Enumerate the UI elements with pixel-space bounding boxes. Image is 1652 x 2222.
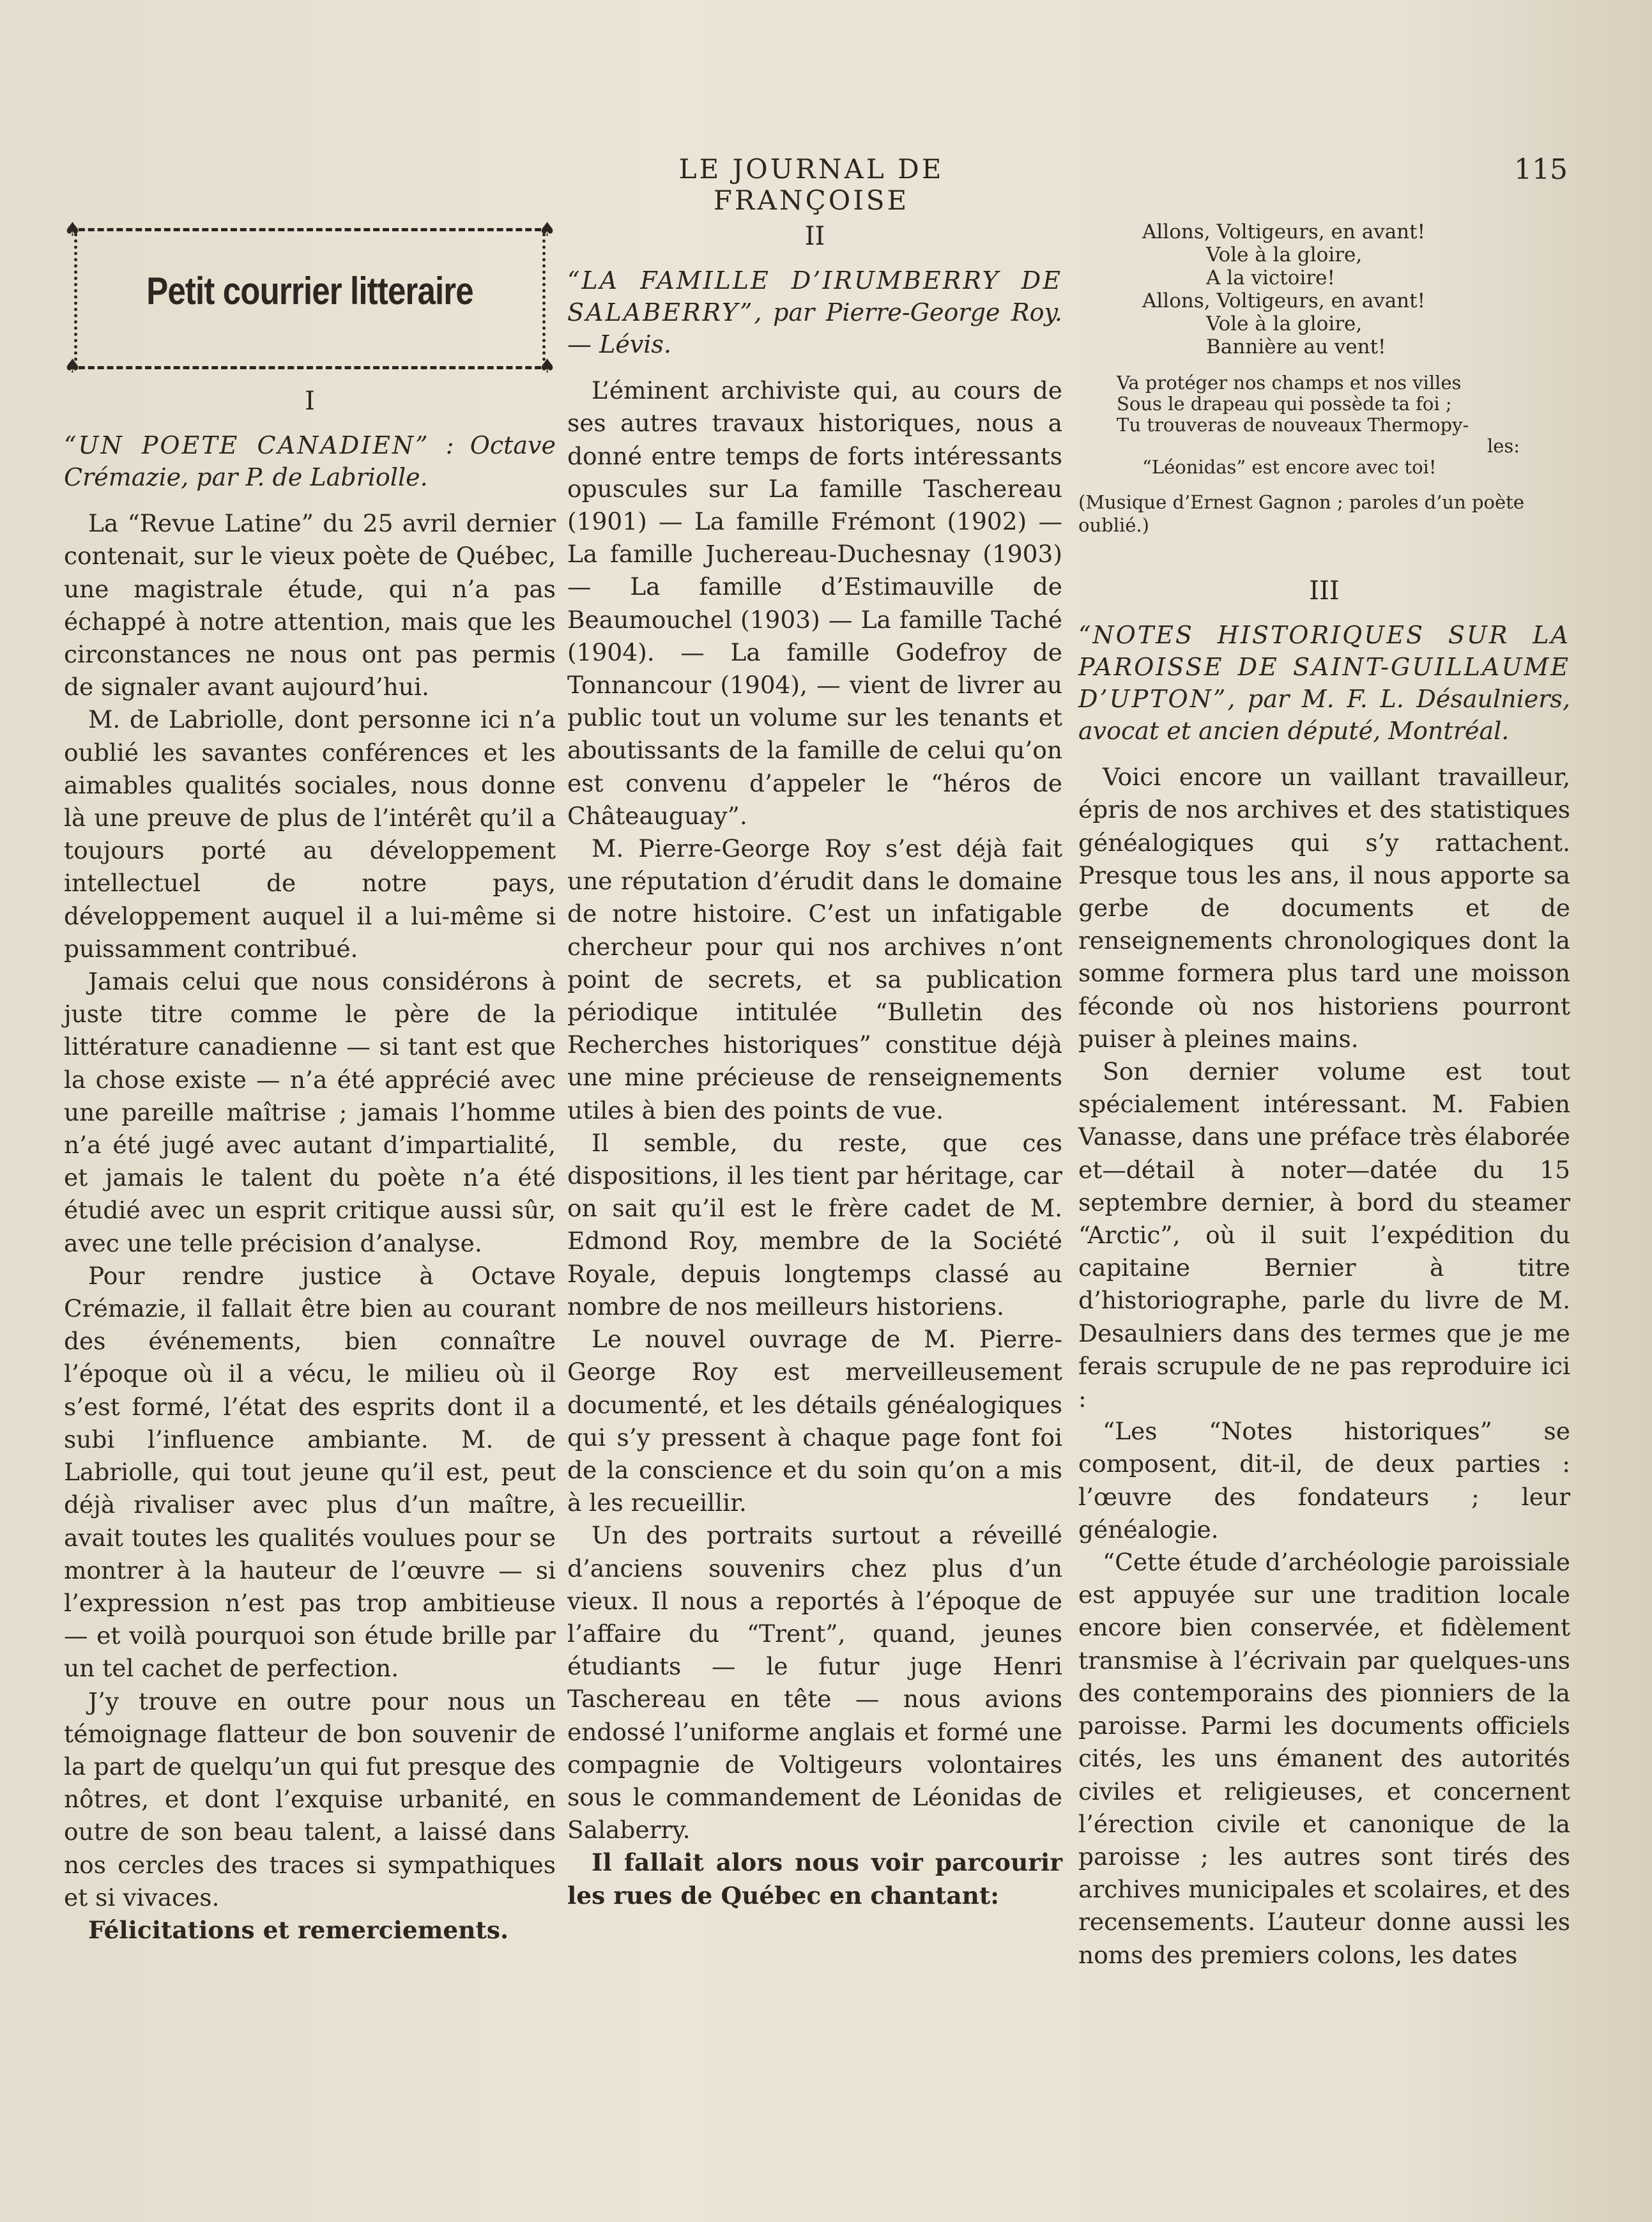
verse-line: Vole à la gloire, xyxy=(1206,243,1363,266)
paragraph: L’éminent archiviste qui, au cours de ses autres travaux historiques, nous a donné entre temps de forts intéressants opuscules sur La famille Taschereau (1901) — La famille Frémont (1902) — La famille Juchereau-Duchesnay (1903) — La famille d’Estimauville de Beaumouchel (1903) — La famille Taché (1904). — La famille Godefroy de Tonnancour (1904), — vient de livrer au public tout un volume sur les tenants et aboutissants de la famille de celui qu’on est convenu d’appeler le “héros de Châteauguay”. xyxy=(567,376,1062,830)
page-header xyxy=(0,153,1652,216)
article-title: “UN POETE CANADIEN” xyxy=(64,431,430,460)
ornament-side-right xyxy=(542,233,546,361)
article-subtitle xyxy=(64,429,556,493)
article-byline: , par Pierre-George Roy. — Lévis. xyxy=(567,298,1062,359)
paragraph: Il semble, du reste, que ces dispositions, il les tient par héritage, car on sait qu’il est le frère cadet de M. Edmond Roy, membre de la Société Royale, depuis longtemps classé au nombre de nos meilleurs historiens. xyxy=(567,1128,1062,1321)
paragraph: “Cette étude d’archéologie paroissiale est appuyée sur une tradition locale encore bien conservée, et fidèlement transmise à l’écrivain par quelques-uns des contemporains des pionniers de la paroisse. Parmi les documents officiels cités, les uns émanent des autorités civiles et religieuses, et concernent l’érection civile et canonique de la paroisse ; les autres sont tirés des archives municipales et scolaires, et des recensements. L’auteur donne aussi les noms des premiers colons, les dates xyxy=(1078,1548,1570,1969)
verse-line: “Léonidas” est encore avec toi! xyxy=(1142,456,1437,478)
verse-line: Bannière au vent! xyxy=(1206,335,1386,358)
paragraph: Jamais celui que nous considérons à juste titre comme le père de la littérature canadienne — si tant est que la chose existe — n’a été apprécié avec une pareille maîtrise ; jamais l’homme n’a été jugé avec autant d’impartialité, et jamais le talent du poète n’a été étudié avec un esprit critique aussi sûr, avec une telle précision d’analyse. xyxy=(64,967,556,1257)
paragraph: “Les “Notes historiques” se composent, dit-il, de deux parties : l’œuvre des fondateurs ; leur généalogie. xyxy=(1078,1417,1570,1544)
boxed-heading xyxy=(64,218,556,378)
paragraph: M. de Labriolle, dont personne ici n’a oublié les savantes conférences et les aimables qualités sociales, nous donne là une preuve de plus de l’intérêt qu’il a toujours porté au développement intellectuel de notre pays, développement auquel il a lui-même si puissamment contribué. xyxy=(64,705,556,963)
article-byline: : Octave Crémazie, par P. de Labriolle. xyxy=(64,431,556,492)
page-number: 115 xyxy=(1514,153,1568,186)
section-heading: Petit courrier litteraire xyxy=(146,270,473,312)
verse-line: Allons, Voltigeurs, en avant! xyxy=(1142,289,1426,312)
article-subtitle xyxy=(1078,619,1570,747)
column-2 xyxy=(567,220,1062,2105)
section-numeral: I xyxy=(305,387,315,416)
ornament-rule-bottom xyxy=(69,366,551,369)
verse-line: A la victoire! xyxy=(1206,266,1335,289)
paragraph: Son dernier volume est tout spécialement intéressant. M. Fabien Vanasse, dans une préface très élaborée et—détail à noter—datée du 15 septembre dernier, à bord du steamer “Arctic”, où il suit l’expédition du capitaine Bernier à titre d’historiographe, parle du livre de M. Desaulniers dans des termes que je me ferais scrupule de ne pas reproduire ici : xyxy=(1078,1057,1570,1413)
song-credit: (Musique d’Ernest Gagnon ; paroles d’un poète oublié.) xyxy=(1078,491,1524,536)
paragraph: Il fallait alors nous voir parcourir les rues de Québec en chantant: xyxy=(567,1848,1062,1910)
ornament-side-left xyxy=(74,233,77,361)
ornament-rule-top xyxy=(69,228,551,231)
verse-line: les: xyxy=(1487,435,1520,457)
verse-line: Va protéger nos champs et nos villes xyxy=(1117,372,1462,394)
verse-line: Vole à la gloire, xyxy=(1206,312,1363,335)
verse-line: Tu trouveras de nouveaux Thermopy- xyxy=(1117,414,1469,436)
section-numeral: III xyxy=(1309,576,1340,606)
song-verse-2 xyxy=(1078,372,1570,478)
verse-line: Allons, Voltigeurs, en avant! xyxy=(1142,220,1426,243)
paragraph: Le nouvel ouvrage de M. Pierre-George Roy est merveilleusement documenté, et les détails généalogiques qui s’y pressent à chaque page font foi de la conscience et du soin qu’on a mis à les recueillir. xyxy=(567,1325,1062,1517)
paragraph: J’y trouve en outre pour nous un témoignage flatteur de bon souvenir de la part de quelqu’un qui fut presque des nôtres, et dont l’exquise urbanité, en outre de son beau talent, a laissé dans nos cercles des traces si sympathiques et si vivaces. xyxy=(64,1687,556,1912)
paragraph: M. Pierre-George Roy s’est déjà fait une réputation d’érudit dans le domaine de notre histoire. C’est un infatigable chercheur pour qui nos archives n’ont point de secrets, et sa publication périodique intitulée “Bulletin des Recherches historiques” constitue déjà une mine précieuse de renseignements utiles à bien des points de vue. xyxy=(567,834,1062,1124)
column-1 xyxy=(64,220,556,2105)
paragraph: Voici encore un vaillant travailleur, épris de nos archives et des statistiques généalogiques qui s’y rattachent. Presque tous les ans, il nous apporte sa gerbe de documents et de renseignements chronologiques dont la somme formera plus tard une moisson féconde où nos historiens pourront puiser à pleines mains. xyxy=(1078,763,1570,1053)
article-title: “LA FAMILLE D’IRUMBERRY DE SALABERRY” xyxy=(567,266,1062,327)
article-subtitle xyxy=(567,264,1062,360)
verse-line: Sous le drapeau qui possède ta foi ; xyxy=(1117,393,1452,415)
section-numeral: II xyxy=(804,222,825,251)
spade-ornament-icon: ♠ xyxy=(539,218,556,241)
paragraph: La “Revue Latine” du 25 avril dernier contenait, sur le vieux poète de Québec, une magistrale étude, qui n’a pas échappé à notre attention, mais que les circonstances ne nous ont pas permis de signaler avant aujourd’hui. xyxy=(64,509,556,701)
spade-ornament-icon: ♠ xyxy=(539,355,556,378)
spade-ornament-icon: ♠ xyxy=(64,218,81,241)
column-3 xyxy=(1078,220,1570,2105)
article-title: “NOTES HISTORIQUES SUR LA PAROISSE DE SAINT-GUILLAUME D’UPTON” xyxy=(1078,621,1570,714)
article-byline: , par M. F. L. Désaulniers, avocat et ancien député, Montréal. xyxy=(1078,685,1570,746)
journal-title: LE JOURNAL DE FRANÇOISE xyxy=(678,153,944,216)
song-verse xyxy=(1078,220,1570,358)
closing-line: Félicitations et remerciements. xyxy=(88,1915,509,1944)
spade-ornament-icon: ♠ xyxy=(64,355,81,378)
paragraph: Pour rendre justice à Octave Crémazie, il fallait être bien au courant des événements, bien connaître l’époque où il a vécu, le milieu où il s’est formé, l’état des esprits dont il a subi l’influence ambiante. M. de Labriolle, qui tout jeune qu’il est, peut déjà rivaliser avec plus d’un maître, avait toutes les qualités voulues pour se montrer à la hauteur de l’œuvre — si l’expression n’est pas trop ambitieuse — et voilà pourquoi son étude brille par un tel cachet de perfection. xyxy=(64,1261,556,1683)
paragraph: Un des portraits surtout a réveillé d’anciens souvenirs chez plus d’un vieux. Il nous a reportés à l’époque de l’affaire du “Trent”, quand, jeunes étudiants — le futur juge Henri Taschereau en tête — nous avions endossé l’uniforme anglais et formé une compagnie de Voltigeurs volontaires sous le commandement de Léonidas de Salaberry. xyxy=(567,1521,1062,1844)
